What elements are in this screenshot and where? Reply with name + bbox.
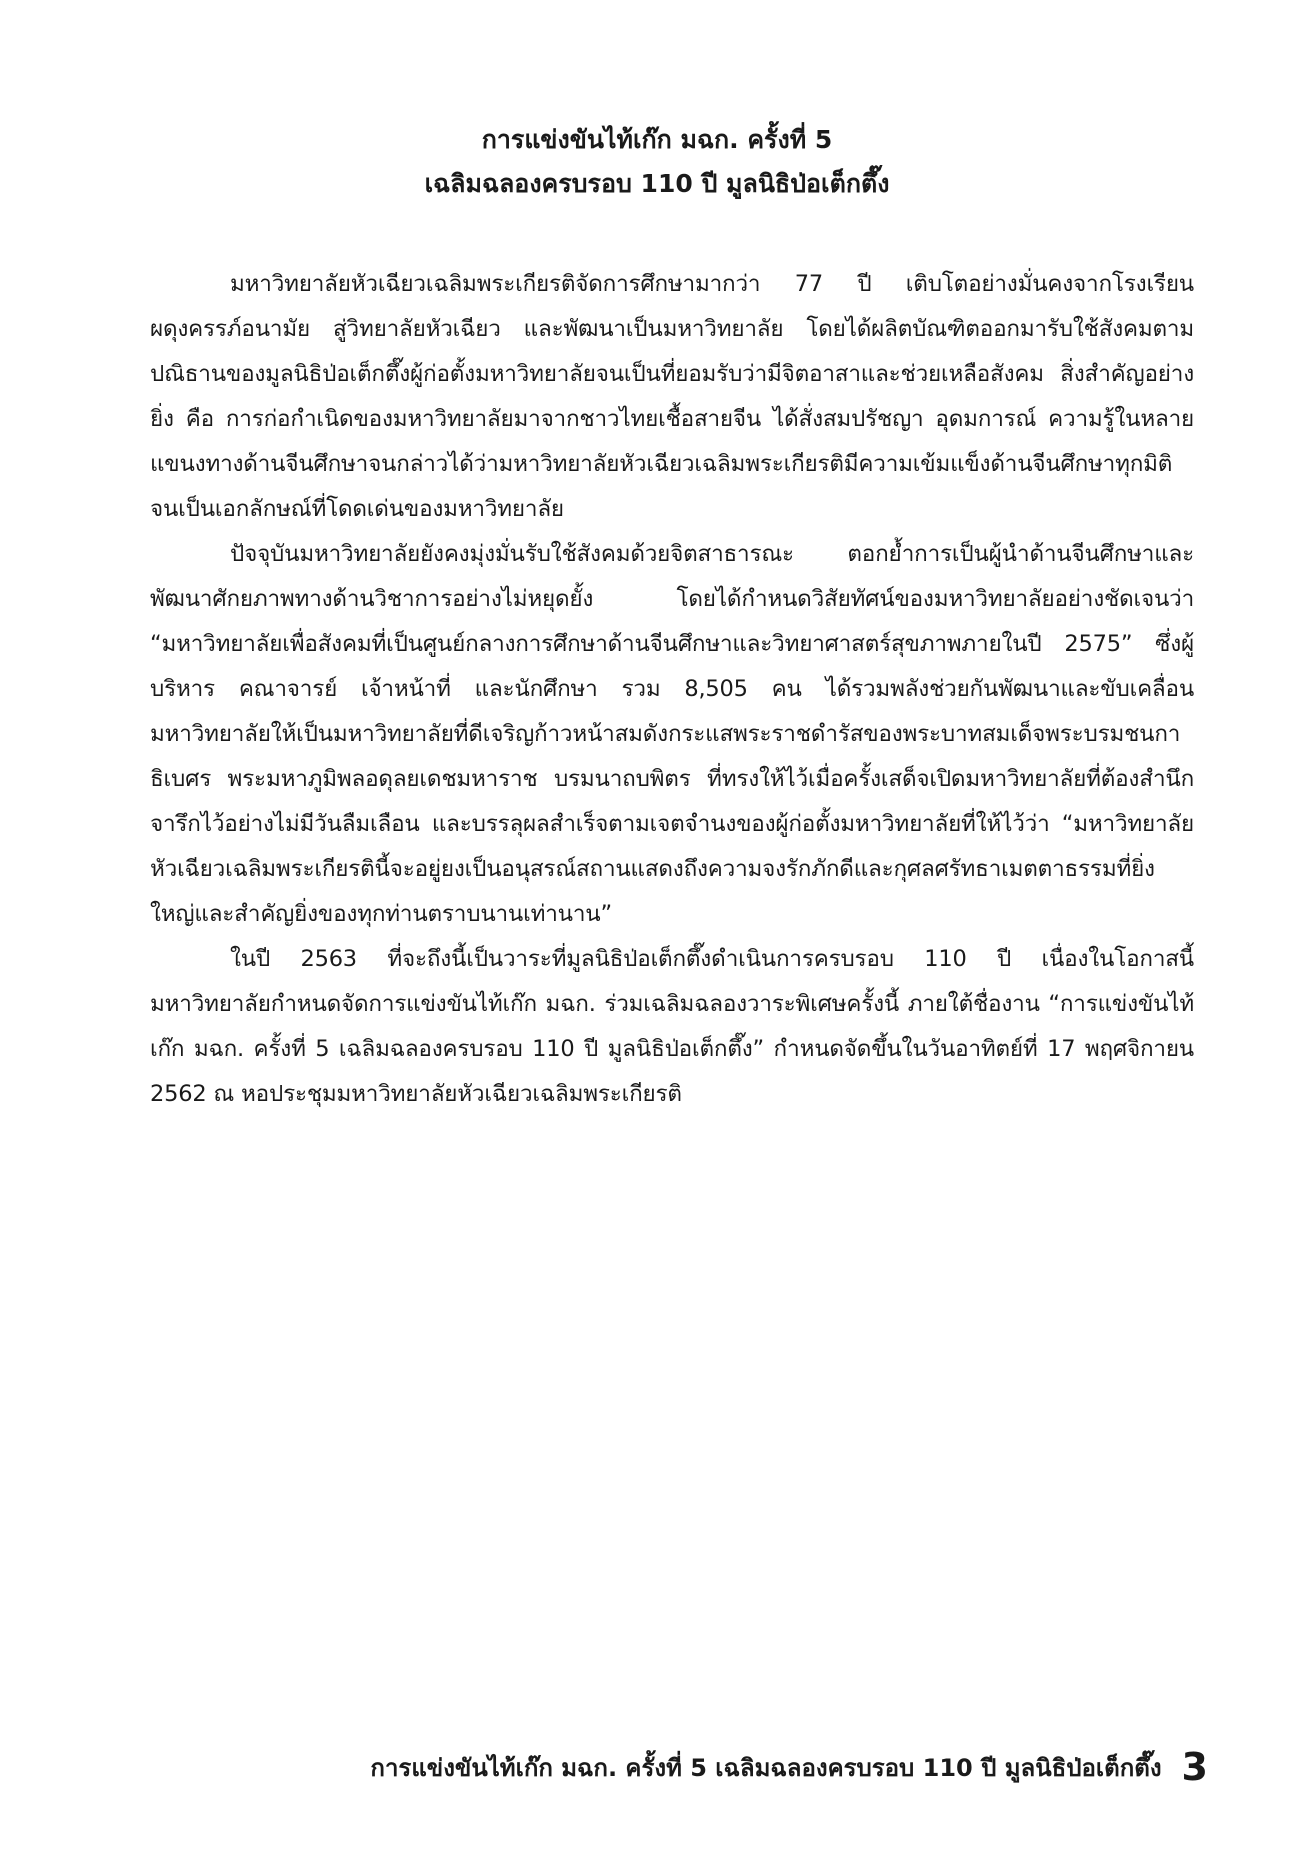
title-line-2: เฉลิมฉลองครบรอบ 110 ปี มูลนิธิป่อเต็กตึ๊ง (424, 169, 890, 198)
paragraph-3: ในปี 2563 ที่จะถึงนี้เป็นวาระที่มูลนิธิป่อเต็กตึ๊งดำเนินการครบรอบ 110 ปี เนื่องในโอกาสนี้มหาวิทยาลัยกำหนดจัดการแข่งขันไท้เก๊ก มฉก. ร่วมเฉลิมฉลองวาระพิเศษครั้งนี้ ภายใต้ชื่องาน “การแข่งขันไท้เก๊ก มฉก. ครั้งที่ 5 เฉลิมฉลองครบรอบ 110 ปี มูลนิธิป่อเต็กตึ๊ง” กำหนดจัดขึ้นในวันอาทิตย์ที่ 17 พฤศจิกายน 2562 ณ หอประชุมมหาวิทยาลัยหัวเฉียวเฉลิมพระเกียรติ (150, 946, 1194, 1107)
page-footer (370, 1742, 1208, 1792)
title-line-1: การแข่งขันไท้เก๊ก มฉก. ครั้งที่ 5 (481, 125, 833, 154)
paragraph-1: มหาวิทยาลัยหัวเฉียวเฉลิมพระเกียรติจัดการศึกษามากว่า 77 ปี เติบโตอย่างมั่นคงจากโรงเรียนผดุงครรภ์อนามัย สู่วิทยาลัยหัวเฉียว และพัฒนาเป็นมหาวิทยาลัย โดยได้ผลิตบัณฑิตออกมารับใช้สังคมตามปณิธานของมูลนิธิป่อเต็กตึ๊งผู้ก่อตั้งมหาวิทยาลัยจนเป็นที่ยอมรับว่ามีจิตอาสาและช่วยเหลือสังคม สิ่งสำคัญอย่างยิ่ง คือ การก่อกำเนิดของมหาวิทยาลัยมาจากชาวไทยเชื้อสายจีน ได้สั่งสมปรัชญา อุดมการณ์ ความรู้ในหลายแขนงทางด้านจีนศึกษาจนกล่าวได้ว่ามหาวิทยาลัยหัวเฉียวเฉลิมพระเกียรติมีความเข้มแข็งด้านจีนศึกษาทุกมิติจนเป็นเอกลักษณ์ที่โดดเด่นของมหาวิทยาลัย (150, 271, 1194, 522)
footer-title: การแข่งขันไท้เก๊ก มฉก. ครั้งที่ 5 เฉลิมฉลองครบรอบ 110 ปี มูลนิธิป่อเต็กตึ๊ง (370, 1753, 1162, 1782)
paragraph-2: ปัจจุบันมหาวิทยาลัยยังคงมุ่งมั่นรับใช้สังคมด้วยจิตสาธารณะ ตอกย้ำการเป็นผู้นำด้านจีนศึกษาและพัฒนาศักยภาพทางด้านวิชาการอย่างไม่หยุดยั้ง โดยได้กำหนดวิสัยทัศน์ของมหาวิทยาลัยอย่างชัดเจนว่า “มหาวิทยาลัยเพื่อสังคมที่เป็นศูนย์กลางการศึกษาด้านจีนศึกษาและวิทยาศาสตร์สุขภาพภายในปี 2575” ซึ่งผู้บริหาร คณาจารย์ เจ้าหน้าที่ และนักศึกษา รวม 8,505 คน ได้รวมพลังช่วยกันพัฒนาและขับเคลื่อนมหาวิทยาลัยให้เป็นมหาวิทยาลัยที่ดีเจริญก้าวหน้าสมดังกระแสพระราชดำรัสของพระบาทสมเด็จพระบรมชนกาธิเบศร พระมหาภูมิพลอดุลยเดชมหาราช บรมนาถบพิตร ที่ทรงให้ไว้เมื่อครั้งเสด็จเปิดมหาวิทยาลัยที่ต้องสำนึกจารึกไว้อย่างไม่มีวันลืมเลือน และบรรลุผลสำเร็จตามเจตจำนงของผู้ก่อตั้งมหาวิทยาลัยที่ให้ไว้ว่า “มหาวิทยาลัยหัวเฉียวเฉลิมพระเกียรตินี้จะอยู่ยงเป็นอนุสรณ์สถานแสดงถึงความจงรักภักดีและกุศลศรัทธาเมตตาธรรมที่ยิ่งใหญ่และสำคัญยิ่งของทุกท่านตราบนานเท่านาน” (150, 541, 1194, 927)
document-title (0, 118, 1314, 206)
page-number: 3 (1181, 1745, 1208, 1789)
document-body (150, 262, 1194, 1117)
